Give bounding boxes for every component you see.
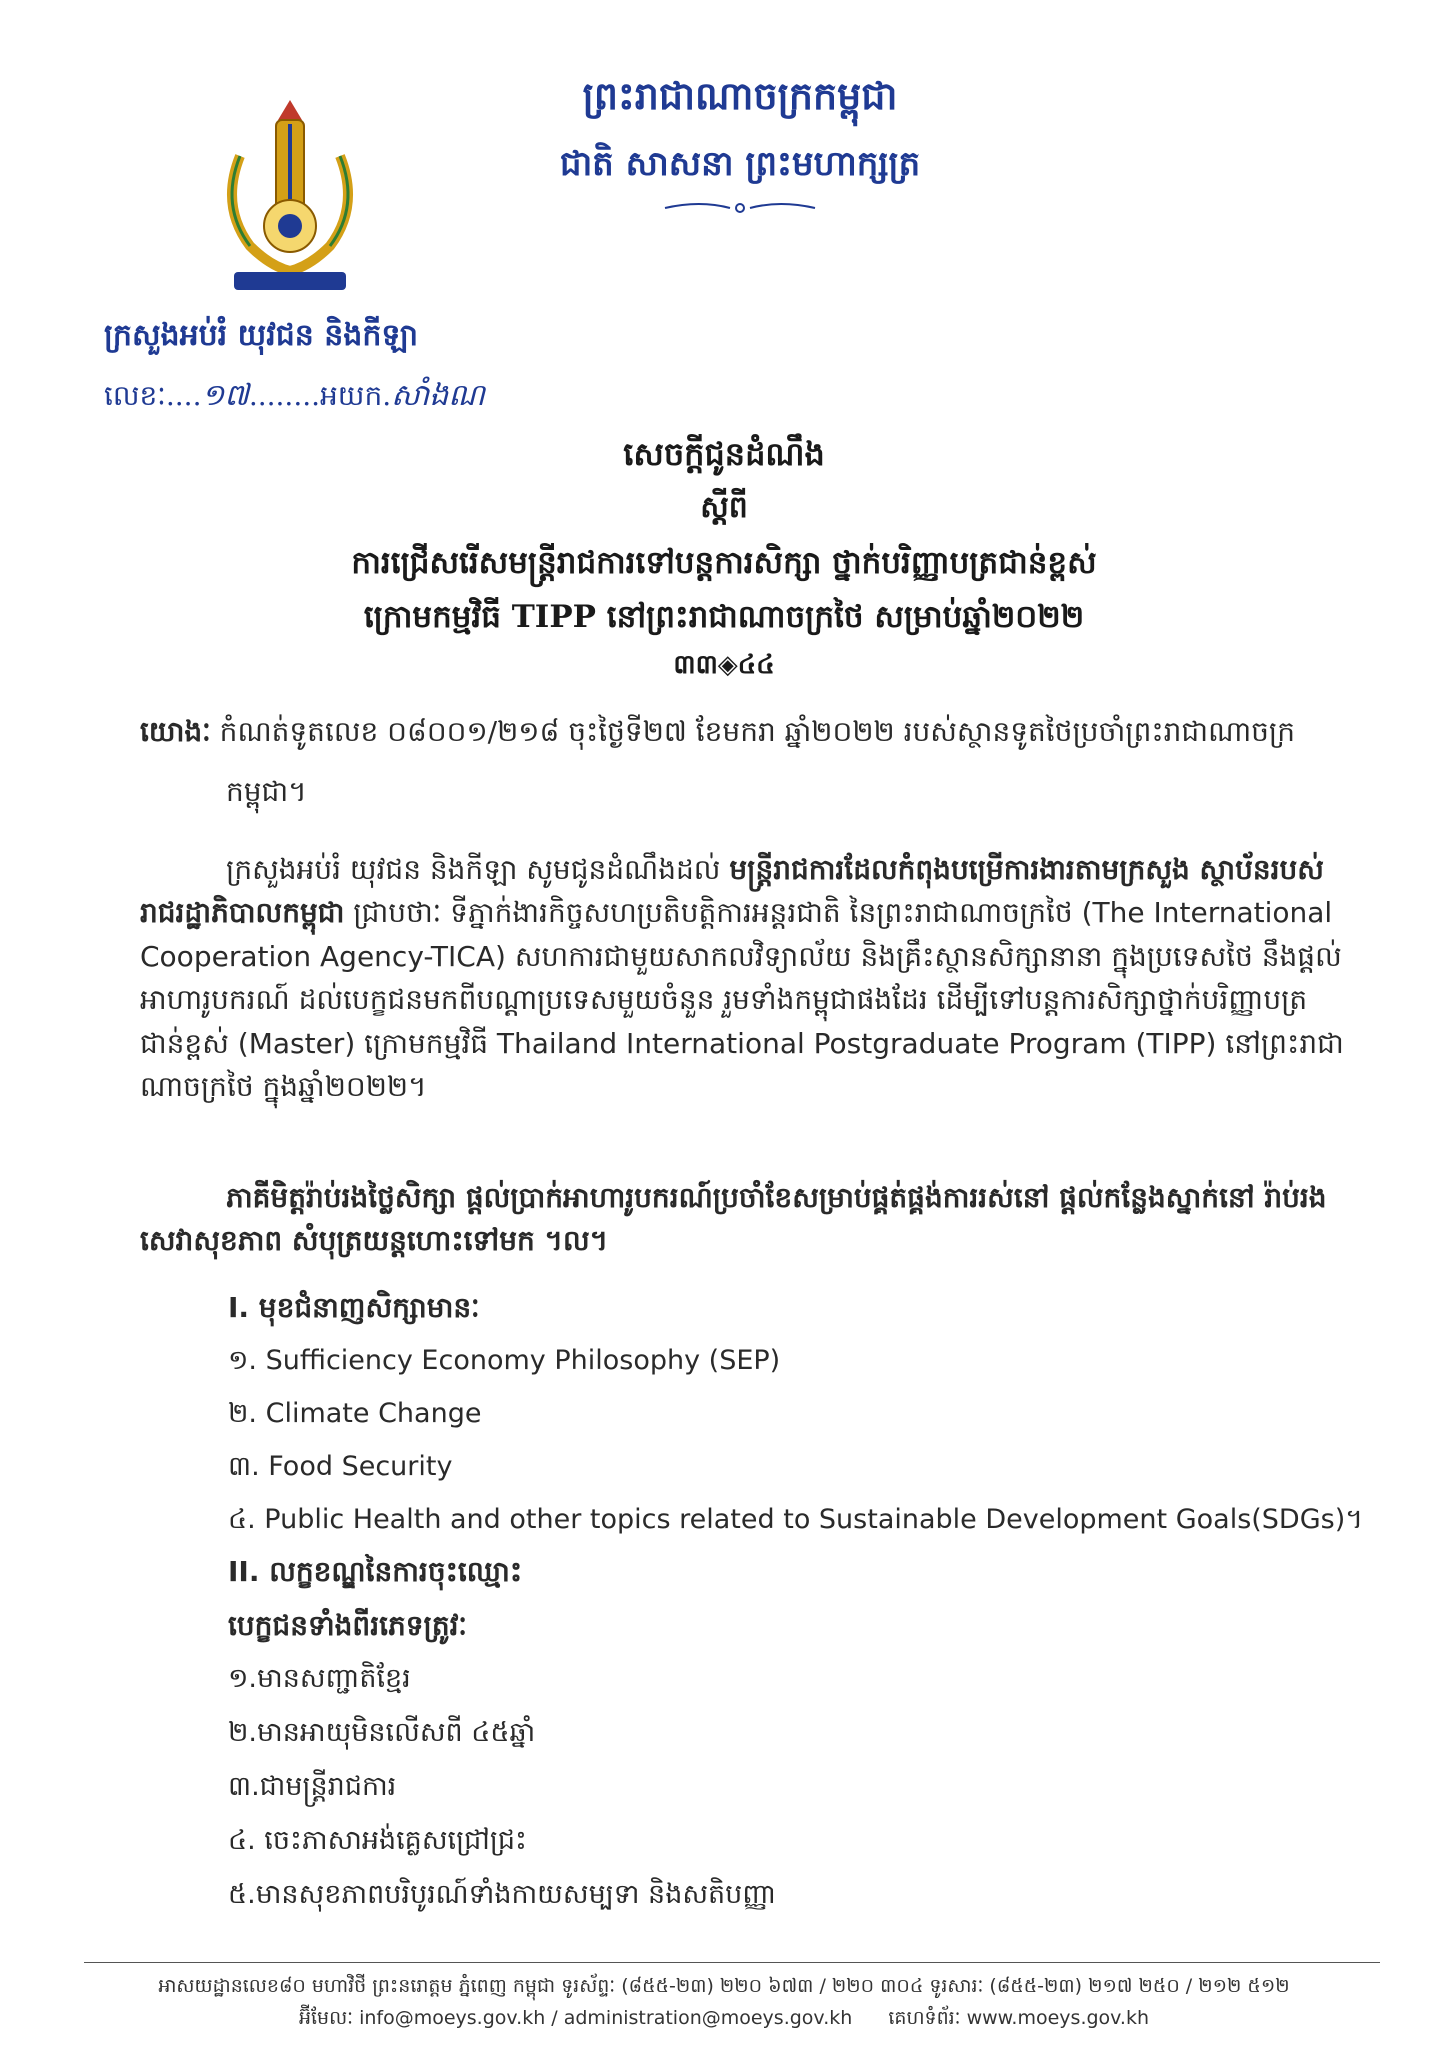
- reference-text-cont: កម្ពុជា។: [226, 775, 307, 808]
- reference-label: យោងៈ: [140, 715, 211, 748]
- body-paragraph-2: ភាគីមិត្តរ៉ាប់រងថ្លៃសិក្សា ផ្តល់ប្រាក់អាហារូបករណ៍ប្រចាំខែសម្រាប់ផ្គត់ផ្គង់ការរស់នៅ ផ្តល់កន្លែងស្នាក់នៅ រ៉ាប់រងសេវាសុខភាព សំបុត្រយន្តហោះទៅមក ។ល។: [140, 1181, 1327, 1258]
- list-item: ២. Climate Change: [228, 1398, 482, 1429]
- title-divider: ៣៣◈៤៤: [673, 650, 775, 680]
- website-label: គេហទំព័រៈ: [888, 2007, 961, 2029]
- list-item: ២.មានអាយុមិនលើសពី ៤៥ឆ្នាំ: [228, 1717, 536, 1748]
- section-2-heading: II. លក្ខខណ្ឌនៃការចុះឈ្មោះ: [228, 1555, 523, 1588]
- kingdom-title: ព្រះរាជាណាចក្រកម្ពុជា: [582, 73, 898, 118]
- document-title: សេចក្តីជូនដំណឹង: [623, 435, 825, 473]
- list-item: ១.មានសញ្ជាតិខ្មែរ: [228, 1663, 411, 1694]
- list-item: ៤. Public Health and other topics related to Sustainable Development Goals(SDGs)។: [228, 1504, 1364, 1535]
- reference-paragraph: [140, 710, 1350, 753]
- section-1-heading: I. មុខជំនាញសិក្សាមានៈ: [228, 1291, 480, 1324]
- reference-text: កំណត់ទូតលេខ ០៨០០១/២១៨ ចុះថ្ងៃទី២៧ ខែមករា ឆ្នាំ២០២២ របស់ស្ថានទូតថៃប្រចាំព្រះរាជាណាចក្រ: [219, 715, 1296, 748]
- footer-contact: [0, 2006, 1448, 2034]
- ornament-divider: [660, 196, 820, 220]
- p1-rest: ជ្រាបថាៈ ទីភ្នាក់ងារកិច្ចសហប្រតិបត្តិការអន្តរជាតិ នៃព្រះរាជាណាចក្រថៃ (The International Cooperation Agency-TICA) សហការជាមួយសាកលវិទ្យាល័យ និងគ្រឹះស្ថានសិក្សានានា ក្នុងប្រទេសថៃ នឹងផ្តល់អាហារូបករណ៍ ដល់បេក្ខជនមកពីបណ្តាប្រទេសមួយចំនួន រួមទាំងកម្ពុជាផងដែរ ដើម្បីទៅបន្តការសិក្សាថ្នាក់បរិញ្ញាបត្រជាន់ខ្ពស់ (Master) ក្រោមកម្មវិធី Thailand International Postgraduate Program (TIPP) នៅព្រះរាជាណាចក្រថៃ ក្នុងឆ្នាំ២០២២។: [140, 896, 1344, 1103]
- title-subject-label: ស្តីពី: [700, 490, 748, 525]
- list-item: ៣.ជាមន្ត្រីរាជការ: [228, 1771, 397, 1802]
- ministry-name: ក្រសួងអប់រំ យុវជន និងកីឡា: [104, 318, 419, 353]
- ref-suffix: អយក.: [320, 379, 392, 412]
- ref-number: ១៧: [201, 378, 249, 413]
- email-address[interactable]: info@moeys.gov.kh / administration@moeys.gov.kh: [359, 2007, 853, 2029]
- website-link[interactable]: www.moeys.gov.kh: [966, 2007, 1150, 2029]
- national-motto: ជាតិ សាសនា ព្រះមហាក្សត្រ: [559, 144, 921, 184]
- reference-number-line: លេខៈ....១៧........អយក.សាំងណ: [104, 378, 485, 413]
- list-item: ១. Sufficiency Economy Philosophy (SEP): [228, 1345, 781, 1376]
- section-2-subheading: បេក្ខជនទាំងពីរភេទត្រូវៈ: [228, 1609, 468, 1642]
- list-item: ៤. ចេះភាសាអង់គ្លេសជ្រៅជ្រះ: [228, 1825, 527, 1856]
- ministry-emblem: [210, 96, 370, 296]
- footer-divider: [84, 1962, 1380, 1963]
- ref-label: លេខៈ: [104, 379, 166, 412]
- ref-code: សាំងណ: [391, 378, 485, 413]
- body-paragraph-1: [140, 848, 1350, 1108]
- p1-start: ក្រសួងអប់រំ យុវជន និងកីឡា សូមជូនដំណឹងដល់: [226, 853, 730, 886]
- list-item: ៥.មានសុខភាពបរិបូរណ៍ទាំងកាយសម្បទា និងសតិបញ្ញា: [228, 1879, 777, 1910]
- footer-address: អាសយដ្ឋានលេខ៨០ មហាវិថី ព្រះនរោត្តម ភ្នំពេញ កម្ពុជា ទូរស័ព្ទៈ (៨៥៥-២៣) ២២០ ៦៧៣ / ២២០ ៣០៤ ទូរសារៈ (៨៥៥-២៣) ២១៧ ២៥០ / ២១២ ៥១២: [158, 1975, 1290, 1997]
- title-subject-line1: ការជ្រើសរើសមន្ត្រីរាជការទៅបន្តការសិក្សា ថ្នាក់បរិញ្ញាបត្រជាន់ខ្ពស់: [351, 545, 1097, 581]
- list-item: ៣. Food Security: [228, 1451, 453, 1482]
- email-label: អ៊ីមែលៈ: [298, 2007, 354, 2029]
- title-subject-line2: ក្រោមកម្មវិធី TIPP នៅព្រះរាជាណាចក្រថៃ សម្រាប់ឆ្នាំ២០២២: [363, 599, 1085, 635]
- p1-bold: មន្ត្រីរាជការដែលកំពុងបម្រើការងារតាមក្រសួង ស្ថាប័នរបស់រាជរដ្ឋាភិបាលកម្ពុជា: [140, 853, 1324, 930]
